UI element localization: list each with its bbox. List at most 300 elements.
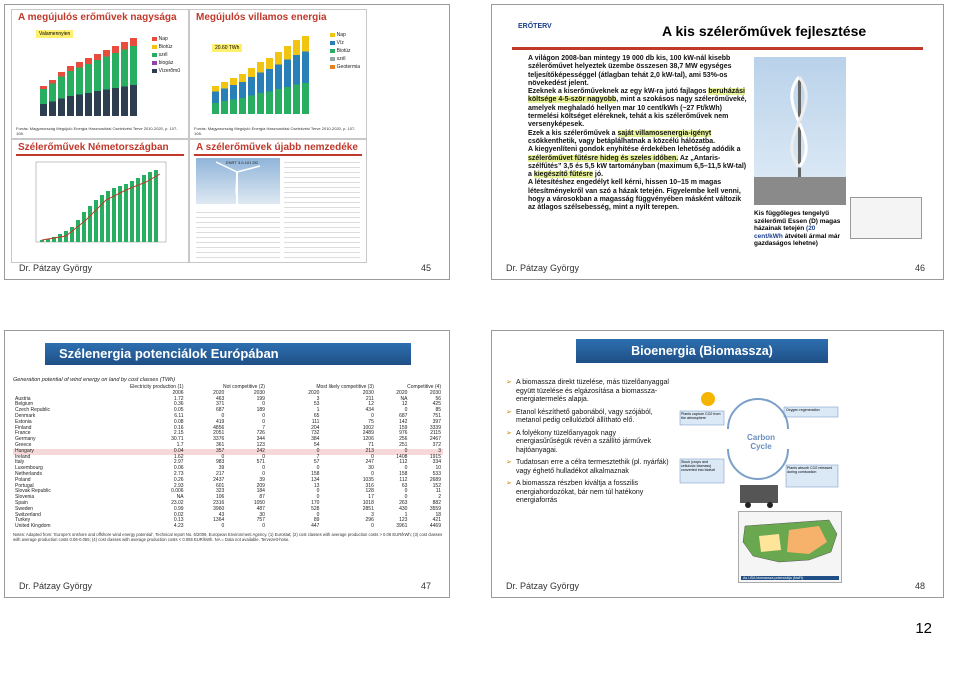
value-cell: 463	[215, 395, 225, 402]
value-cell: 1035	[362, 476, 374, 483]
value-cell: 30	[259, 511, 265, 518]
value-cell: 397	[432, 418, 441, 425]
panel-renewable-electricity	[189, 9, 367, 139]
value-cell: 213	[321, 449, 375, 455]
value-cell: 0.99	[173, 505, 184, 512]
value-cell: 0	[371, 453, 374, 460]
value-cell: 687	[399, 412, 408, 419]
value-cell: 421	[432, 517, 441, 524]
bar	[293, 40, 300, 114]
slide-body	[528, 55, 748, 213]
value-cell: 10	[435, 465, 441, 472]
bar-chart	[212, 34, 309, 114]
table-note: Notes: Adapted from: 'Europe's onshore and offshore wind energy potential', Technical report No. 6/2009, European Environment Agency. (1) Eurostat; (2) cost classes with average production costs > 0.06 EUR/kWh; (3) cost classes with average production costs 0.06-0.055; (4) cost classes with average production costs < 0.055 EUR/kWh. NA = Data not available. Tervezett-hose.	[13, 531, 443, 542]
value-cell: 2.97	[173, 459, 184, 466]
value-cell: NA	[400, 395, 408, 402]
bar	[221, 82, 228, 114]
slide-46	[491, 4, 944, 280]
slide-48	[491, 330, 944, 598]
value-cell: 3339	[429, 424, 441, 431]
country-cell: France	[15, 430, 31, 437]
slide-title: Szélenergia potenciálok Európában	[45, 343, 411, 365]
country-cell: Poland	[15, 476, 31, 483]
value-cell: 2.15	[173, 430, 184, 437]
year-header: 2030	[253, 389, 265, 396]
value-cell: 159	[399, 424, 408, 431]
value-cell: 54	[313, 441, 320, 448]
value-cell: 13	[313, 482, 320, 489]
bar-chart	[40, 36, 137, 116]
value-cell: 57	[313, 459, 320, 466]
value-cell: 2467	[429, 436, 441, 443]
germany-wind-chart	[26, 160, 176, 252]
caption-price: (20 cent/kWh	[754, 225, 816, 240]
text-highlight: beruházási költsége 4-5-ször nagyobb	[528, 88, 745, 104]
author: Dr. Pátzay György	[506, 263, 580, 273]
value-cell: 106	[215, 494, 225, 501]
value-cell: 4856	[213, 424, 225, 431]
caption-text: átvételi ármal már gazdaságos lehetne)	[754, 232, 840, 247]
bar	[257, 62, 264, 114]
usa-map-icon	[739, 512, 841, 568]
value-cell: 0	[371, 412, 374, 419]
value-cell: 0.04	[84, 449, 186, 455]
value-cell: 882	[432, 499, 441, 506]
bullet-item	[506, 459, 670, 476]
value-cell: 2851	[362, 505, 374, 512]
value-cell: 2	[438, 494, 441, 501]
value-cell: 1206	[362, 436, 374, 443]
cycle-label: Oxygen regeneration	[786, 408, 820, 412]
value-cell: 0	[376, 449, 410, 455]
table-row	[13, 524, 443, 530]
value-cell: 533	[432, 470, 441, 477]
value-cell: 361	[215, 441, 225, 448]
value-cell: 0	[404, 488, 408, 495]
slide-number: 45	[420, 263, 431, 273]
value-cell: 263	[399, 499, 408, 506]
country-cell: Luxembourg	[15, 465, 43, 472]
value-cell: 3	[371, 511, 374, 518]
value-cell: 111	[311, 418, 320, 425]
cycle-label: Stock (crops and cellulosic biomass) converted into biofuel	[681, 460, 716, 472]
value-cell: 152	[432, 482, 441, 489]
value-cell: 211	[365, 395, 374, 402]
country-cell: Italy	[15, 459, 25, 466]
year-header: 2030	[429, 389, 441, 396]
value-cell: 372	[432, 441, 441, 448]
value-cell: 0	[267, 449, 321, 455]
bullet-item	[506, 409, 670, 426]
panel-title: Szélerőművek Németországban	[18, 142, 169, 153]
bar	[112, 46, 119, 116]
slide-title: Bioenergia (Biomassza)	[576, 339, 828, 363]
text-run: csökkenthetik, vagy betáplálhatnak a közcélú hálózatba.	[528, 137, 716, 145]
bar	[248, 68, 255, 114]
value-cell: 571	[256, 459, 265, 466]
value-cell: 1	[316, 407, 320, 414]
value-cell: 296	[365, 517, 374, 524]
table-body	[13, 397, 443, 530]
value-cell: 217	[215, 470, 225, 477]
text-highlight: saját villamosenergia-igényt	[617, 129, 712, 137]
bullet-item	[506, 379, 670, 405]
text-block	[284, 158, 360, 258]
bar	[67, 66, 74, 116]
value-cell: 0	[371, 470, 374, 477]
value-cell: 12	[401, 401, 408, 408]
value-cell: 0	[221, 523, 225, 530]
photo-caption	[754, 210, 846, 248]
page-number: 12	[915, 620, 932, 637]
value-cell: 3960	[213, 505, 225, 512]
value-cell: 112	[399, 476, 408, 483]
panel-title: Megújulós villamos energia	[196, 12, 327, 23]
value-cell: 334	[432, 459, 441, 466]
slide-title: A kis szélerőművek fejlesztése	[662, 23, 867, 39]
value-cell: 0	[262, 453, 265, 460]
legend-item: Biotüz	[158, 44, 173, 50]
value-cell: 2489	[362, 430, 374, 437]
paragraph	[528, 130, 748, 147]
value-cell: 2.73	[173, 470, 184, 477]
value-cell: 63	[401, 482, 408, 489]
value-cell: 2316	[213, 499, 225, 506]
country-cell: Turkey	[15, 517, 31, 524]
legend	[152, 36, 180, 76]
bullet-text: A biomassza részben kiváltja a fosszilis energiahordozókat, bár nem túl hatékony energiaforrás	[516, 480, 644, 504]
value-cell: 528	[311, 505, 320, 512]
value-cell: 0	[262, 465, 265, 472]
country-cell: United Kingdom	[15, 523, 51, 530]
value-cell: 419	[215, 418, 225, 425]
legend-item: biogáz	[158, 60, 174, 66]
value-cell: 123	[399, 517, 408, 524]
value-cell: 23.02	[171, 499, 184, 506]
legend-item: Vízerőmű	[158, 68, 180, 74]
value-cell: 0.02	[173, 511, 184, 518]
panel-renewable-size	[11, 9, 189, 139]
value-cell: 357	[186, 449, 227, 455]
text-run: Ezeknek a kiserőműveknek az egy kW-ra jutó fajlagos	[528, 88, 709, 96]
author: Dr. Pátzay György	[506, 581, 580, 591]
bullet-text: A biomassza direkt tüzelése, más tüzelőanyaggal együtt tüzelése és elgázosítása a biomassza-energiatermelés alapja.	[516, 379, 669, 403]
title-rule	[194, 154, 362, 156]
arrow-bullet-icon: ➢	[506, 408, 512, 416]
country-cell: Estonia	[15, 418, 32, 425]
value-cell: 983	[215, 459, 225, 466]
slide-footer	[19, 581, 431, 591]
value-cell: 17	[368, 494, 374, 501]
slide-number: 48	[914, 581, 925, 591]
bar	[212, 86, 219, 114]
value-cell: 89	[313, 517, 320, 524]
value-cell: 1408	[396, 453, 408, 460]
panel-title: A megújulós erőművek nagysága	[18, 12, 177, 23]
bullet-item	[506, 430, 670, 456]
legend-item: Nap	[158, 36, 168, 42]
value-cell: 12	[368, 401, 374, 408]
panel-wind-new-generation	[189, 139, 367, 263]
value-cell: 18	[435, 511, 441, 518]
value-cell: 601	[215, 482, 225, 489]
country-cell: Netherlands	[15, 470, 42, 477]
table	[13, 385, 443, 530]
value-cell: 0	[262, 523, 265, 530]
value-cell: 0	[404, 465, 408, 472]
value-cell: 87	[259, 494, 265, 501]
country-cell: Hungary	[13, 449, 84, 455]
table-caption: Generation potential of wind energy on land by cost classes (TWh)	[13, 377, 176, 383]
sun-icon	[701, 392, 715, 406]
source-note: Forrás: Magyarország Megújuló Energia Hasznosítási Cselekvési Terve 2010-2020, p. 107-108.	[194, 126, 356, 136]
slide-footer	[506, 581, 925, 591]
text-run: A kiegyenlíteni gondok enyhítése érdekében lehetőség adódik a	[528, 146, 741, 154]
slide-47	[4, 330, 450, 598]
bar	[49, 80, 56, 116]
bar	[40, 86, 47, 116]
value-cell: 56	[435, 395, 441, 402]
value-cell: 447	[311, 523, 320, 530]
country-cell: Austria	[15, 395, 31, 402]
value-cell: 344	[256, 436, 265, 443]
text-highlight: szélerőművet fűtésre hideg és szeles időben.	[528, 154, 679, 162]
value-cell: 75	[368, 418, 374, 425]
value-cell: 170	[311, 499, 320, 506]
value-cell: 2.93	[173, 482, 184, 489]
bar	[275, 52, 282, 114]
value-cell: 2689	[429, 476, 441, 483]
arrow-bullet-icon: ➢	[506, 459, 512, 466]
value-cell: 430	[399, 505, 408, 512]
usa-biomass-map	[738, 511, 842, 583]
value-cell: 53	[313, 401, 320, 408]
value-cell: 0.006	[171, 488, 184, 495]
value-cell: 0	[262, 418, 265, 425]
cycle-label: Plants absorb CO2 released during combustion	[787, 466, 833, 474]
value-cell: 3376	[213, 436, 225, 443]
bar	[85, 58, 92, 116]
bullet-text: A folyékony tüzelőanyagok nagy energiasűrűségük révén a szállító járművek hajtóanyagai.	[516, 429, 652, 454]
value-cell: 158	[399, 470, 408, 477]
slide-footer	[506, 263, 925, 273]
value-cell: NA	[176, 494, 184, 501]
bar	[266, 58, 273, 114]
value-cell: 39	[218, 465, 225, 472]
bar	[284, 46, 291, 114]
legend-item: Geotermia	[336, 64, 360, 70]
slide-number: 46	[914, 263, 925, 273]
paragraph	[528, 146, 748, 179]
country-cell: Greece	[15, 441, 32, 448]
bar	[130, 38, 137, 116]
country-cell: Belgium	[15, 401, 34, 408]
author: Dr. Pátzay György	[19, 263, 93, 273]
value-cell: 4469	[429, 523, 441, 530]
text-run: jó.	[592, 171, 604, 179]
value-cell: 3559	[429, 505, 441, 512]
value-cell: 242	[226, 449, 267, 455]
value-cell: 0	[262, 412, 265, 419]
value-cell: 757	[256, 517, 265, 524]
value-cell: 3961	[396, 523, 408, 530]
year-header: 2030	[362, 389, 374, 396]
map-caption: As USA biomassza potenciálja (MaFt)	[741, 576, 839, 580]
value-cell: 85	[435, 407, 441, 414]
value-cell: 1	[404, 511, 408, 518]
value-cell: 65	[313, 412, 320, 419]
value-cell: 3	[409, 449, 443, 455]
value-cell: 0.06	[173, 465, 184, 472]
title-rule	[512, 47, 923, 50]
value-cell: 487	[256, 505, 265, 512]
value-cell: 158	[311, 470, 320, 477]
value-cell: 371	[215, 401, 225, 408]
value-cell: 2051	[213, 430, 225, 437]
bar	[103, 50, 110, 116]
country-cell: Ireland	[15, 453, 31, 460]
year-header: 2020	[308, 389, 320, 396]
country-cell: Spain	[15, 499, 28, 506]
value-cell: 128	[365, 488, 374, 495]
value-cell: 256	[399, 436, 408, 443]
value-cell: 1050	[253, 499, 265, 506]
legend-item: Biotüz	[336, 48, 351, 54]
value-cell: 43	[218, 511, 225, 518]
value-cell: 0	[316, 465, 320, 472]
value-cell: 0	[262, 470, 265, 477]
value-cell: 30.71	[171, 436, 184, 443]
value-cell: 123	[256, 441, 265, 448]
value-cell: 3	[316, 395, 320, 402]
value-cell: 0	[316, 494, 320, 501]
value-cell: 726	[256, 430, 265, 437]
value-cell: 2115	[430, 430, 441, 437]
vertical-axis-turbine-icon	[754, 57, 846, 205]
value-cell: 1018	[362, 499, 374, 506]
value-cell: 0.36	[173, 401, 184, 408]
arrow-bullet-icon: ➢	[506, 379, 512, 386]
bar	[58, 72, 65, 116]
legend-item: Víz	[336, 40, 344, 46]
value-cell: 11	[435, 488, 441, 495]
legend-item: Nap	[336, 32, 346, 38]
value-cell: 0.05	[173, 407, 184, 414]
value-cell: 0	[404, 407, 408, 414]
legend-item: szél	[336, 56, 346, 62]
text-highlight: kiegészítő fűtésre	[533, 171, 593, 179]
panel-title: A szélerőművek újabb nemzedéke	[196, 142, 358, 153]
country-cell: Sweden	[15, 505, 34, 512]
value-cell: 434	[365, 407, 374, 414]
value-cell: 251	[399, 441, 408, 448]
group-header: Competitive (4)	[407, 384, 441, 390]
value-cell: 39	[259, 476, 265, 483]
bar	[76, 62, 83, 116]
cycle-center-label: Carbon Cycle	[747, 433, 775, 451]
value-cell: 189	[256, 407, 265, 414]
group-header: Electricity production (1)	[129, 384, 184, 390]
value-cell: 425	[432, 401, 441, 408]
bar	[94, 54, 101, 116]
value-cell: 0.08	[173, 418, 184, 425]
value-cell: 134	[311, 476, 320, 483]
value-cell: 199	[256, 395, 265, 402]
country-cell: Switzerland	[15, 511, 41, 518]
value-cell: 4.23	[173, 523, 184, 530]
title-rule	[16, 154, 184, 156]
slide-footer	[19, 263, 431, 273]
value-cell: 1.72	[173, 395, 184, 402]
bullet-item	[506, 480, 670, 506]
value-cell: 71	[368, 441, 374, 448]
value-cell: 0	[371, 523, 374, 530]
value-cell: 0	[316, 511, 320, 518]
legend	[330, 32, 360, 72]
country-cell: Germany	[15, 436, 36, 443]
cycle-label: Plants capture CO2 from the atmosphere	[681, 412, 721, 420]
value-cell: 1.7	[176, 441, 184, 448]
value-cell: 384	[311, 436, 320, 443]
country-cell: Czech Republic	[15, 407, 51, 414]
bullet-text: Etanol készíthető gabonából, vagy szójából, metanol pedig cellulózból állítható elő.	[516, 408, 653, 424]
bar	[121, 42, 128, 116]
value-cell: 0	[404, 494, 408, 501]
arrow-bullet-icon: ➢	[506, 480, 512, 487]
bullet-text: Tudatosan erre a célra termesztethik (pl. nyárfák) vagy éghető hulladékot alkalmaznak	[516, 459, 669, 475]
text-run: Az „Antaris-szélfűtés” 3,5 és 5,5 kW tartományban (maximum 6,5–11,5 kW-tal) a	[528, 154, 747, 179]
group-header: Most likely competitive (3)	[316, 384, 374, 390]
value-cell: 1364	[213, 517, 225, 524]
text-run: Ezek a kis szélerőművek a	[528, 129, 618, 137]
value-cell: 30	[368, 465, 374, 472]
vertical-turbine-photo	[754, 57, 846, 205]
author: Dr. Pátzay György	[19, 581, 93, 591]
value-cell: 687	[215, 407, 225, 414]
year-header: 2006	[172, 389, 184, 396]
value-cell: 1915	[429, 453, 441, 460]
text-run: , mint a szokásos nagy szélerőműveké, amelyek meghaladó hellyen mar 10 cent/kWh (~27 Ft/kWh) termelési költséget eléreknek, tehát a kis szélerőművek nem versenyképesek.	[528, 96, 747, 129]
country-cell: Finland	[15, 424, 32, 431]
country-cell: Slovenia	[15, 494, 35, 501]
legend-item: szél	[158, 52, 168, 58]
callout-box: 20.60 TWh	[212, 44, 242, 52]
paragraph	[528, 88, 748, 129]
country-cell: Portugal	[15, 482, 34, 489]
country-cell: Denmark	[15, 412, 36, 419]
value-cell: 0.13	[173, 517, 184, 524]
slide-45	[4, 4, 450, 280]
slide-number: 47	[420, 581, 431, 591]
caption-text: Kis függőleges tengelyű szélerőmű Essen (D) magas házainak tetején	[754, 210, 841, 232]
value-cell: 112	[399, 459, 408, 466]
value-cell: 1002	[362, 424, 374, 431]
value-cell: 0.16	[173, 424, 184, 431]
value-cell: 732	[311, 430, 320, 437]
value-cell: 184	[256, 488, 265, 495]
turbine-photo	[196, 158, 280, 204]
value-cell: 209	[256, 482, 265, 489]
country-cell: Slovak Republic	[15, 488, 51, 495]
paragraph: A világon 2008-ban mintegy 19 000 db kis, 100 kW-nál kisebb szélerőművet helyeztek üzembe összesen 38,7 MW egységes teljesítőképességgel (átlagban tehát 2,0 kW-tal), ami 53%-os növekedést jelent.	[528, 55, 732, 87]
bullet-list	[506, 379, 670, 510]
value-cell: 7	[316, 453, 320, 460]
callout-box: Valamennyien	[36, 30, 73, 38]
value-cell: 0	[316, 488, 320, 495]
value-cell: 7	[262, 424, 265, 431]
bar	[302, 36, 309, 114]
year-header: 2020	[396, 389, 408, 396]
